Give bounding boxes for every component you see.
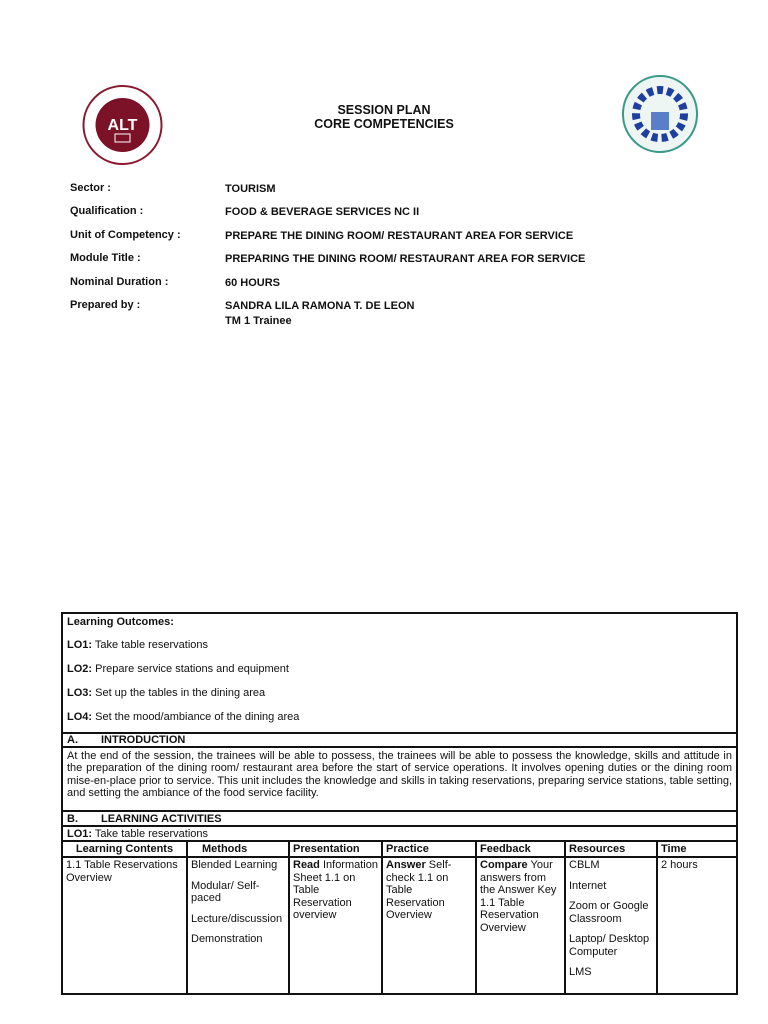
field-label: Qualification : [70, 205, 144, 217]
col-methods: Methods Blended Learning Modular/ Self-paced Lecture/discussion Demonstration [188, 842, 290, 993]
field-label: Prepared by : [70, 299, 141, 311]
introduction-heading: A. INTRODUCTION [63, 734, 736, 748]
outcome-item: LO3: Set up the tables in the dining area [67, 687, 266, 699]
introduction-text: At the end of the session, the trainees will be able to possess, the trainees will be able to possess the knowledge, skills and attitude in the preparation of the dining room/ restaurant area before the start of service operations. It involves opening duties or the dining room mise-en-place prior to service. This unit includes the knowledge and skills in taking reservations, preparing service stations, table setting, and setting the ambiance of the food service facility. [63, 748, 736, 812]
field-value: PREPARE THE DINING ROOM/ RESTAURANT AREA FOR SERVICE [225, 230, 574, 242]
document-subtitle: CORE COMPETENCIES [314, 117, 454, 131]
field-value: PREPARING THE DINING ROOM/ RESTAURANT AREA FOR SERVICE [225, 253, 586, 265]
field-value: FOOD & BEVERAGE SERVICES NC II [225, 206, 420, 218]
field-value: TOURISM [225, 183, 276, 195]
learning-outcomes [63, 614, 736, 734]
col-practice: Practice Answer Self-check 1.1 on Table Reservation Overview [383, 842, 477, 993]
learning-activities-heading: B. LEARNING ACTIVITIES [63, 812, 736, 827]
lo1-row: LO1: Take table reservations [63, 827, 736, 842]
field-label: Nominal Duration : [70, 276, 169, 288]
field-label: Module Title : [70, 252, 141, 264]
outcome-item: LO1: Take table reservations [67, 639, 209, 651]
outcome-item: LO4: Set the mood/ambiance of the dining area [67, 711, 300, 723]
field-value-2: TM 1 Trainee [225, 315, 292, 327]
svg-text:ALT: ALT [107, 117, 138, 134]
outcomes-heading: Learning Outcomes: [67, 616, 174, 628]
field-value: 60 HOURS [225, 277, 281, 289]
document-title: SESSION PLAN [337, 103, 431, 117]
col-time: Time 2 hours [658, 842, 736, 993]
col-presentation: Presentation Read Information Sheet 1.1 on Table Reservation overview [290, 842, 383, 993]
col-feedback: Feedback Compare Your answers from the Answer Key 1.1 Table Reservation Overview [477, 842, 566, 993]
col-learning-contents: Learning Contents 1.1 Table Reservations Overview [63, 842, 188, 993]
field-label: Sector : [70, 182, 111, 194]
field-label: Unit of Competency : [70, 229, 181, 241]
activities-columns [63, 842, 736, 993]
outcome-item: LO2: Prepare service stations and equipment [67, 663, 289, 675]
field-value: SANDRA LILA RAMONA T. DE LEON [225, 300, 415, 312]
session-plan-table [61, 612, 738, 995]
col-resources: Resources CBLM Internet Zoom or Google Classroom Laptop/ Desktop Computer LMS [566, 842, 658, 993]
